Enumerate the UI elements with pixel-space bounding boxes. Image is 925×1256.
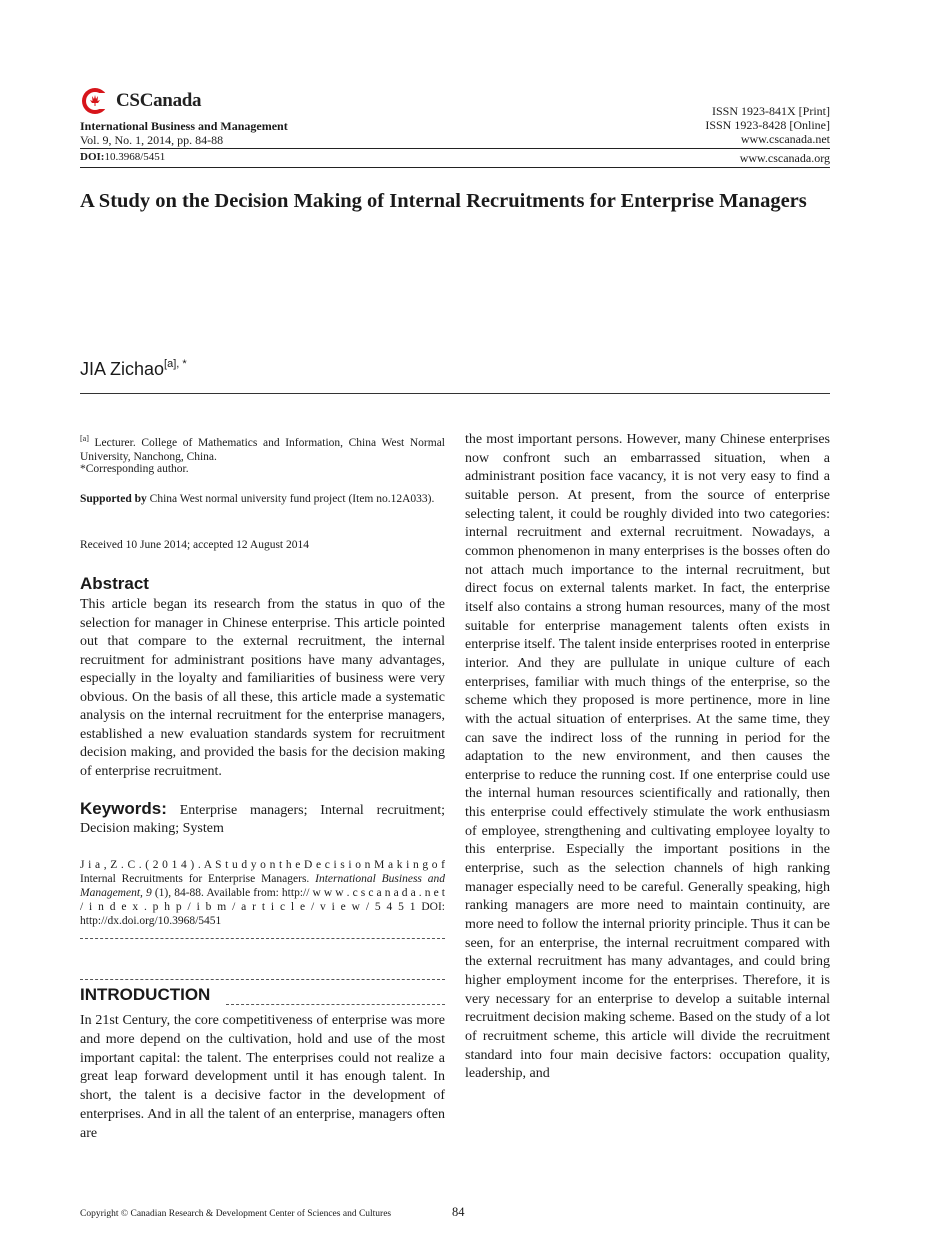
- author-rule: [80, 393, 830, 394]
- intro-divider-bottom: [226, 1004, 445, 1005]
- abstract-heading: Abstract: [80, 574, 149, 593]
- footer-copyright: Copyright © Canadian Research & Development Center of Sciences and Cultures: [80, 1209, 392, 1219]
- volume-info: Vol. 9, No. 1, 2014, pp. 84-88: [80, 133, 224, 147]
- keywords-label: Keywords:: [80, 799, 167, 818]
- doi-label: DOI:: [80, 151, 105, 163]
- doi-line: [80, 151, 165, 163]
- citation-journal: International Business and Management, 9: [80, 873, 445, 899]
- keywords: [80, 800, 445, 838]
- right-column-text: the most important persons. However, many Chinese enterprises now confront such an embarrassed situation, when a administrant position face vacancy, it is not very easy to find a suitable person. At present, from the source of enterprise selecting talent, it could be roughly divided into two categories: internal recruitment and external recruitment. Nowadays, a common phenomenon in many enterprises is the bosses often do not attach much importance to the internal recruitment, but direct focus on external talents market. In fact, the enterprise itself also contains a strong human resources, many of the most suitable for enterprise management talents often exists in enterprise itself. The talent inside enterprises rooted in enterprise interior. And they are pullulate in unique culture of each enterprises, familiar with much things of the enterprise, so the scheme which they proposed is more pertinence, more in line with the actual situation of enterprises. At the same time, they can save the indirect loss of the running in period for the adaptation to the new environment, and then causes the enterprise to reduce the running cost. If one enterprise could use the internal human resources scientifically and rationally, then this enterprise could effectively stimulate the work enthusiasm of employee, strengthening and cultivating employee loyalty to this enterprise. Especially the important positions in the enterprise, such as the selection channels of high ranking manager especially need to be careful. Generally speaking, high ranking managers are more need to maintain continuity, are more need to follow the internal priority principle. Thus it can be seen, for an enterprise, the internal recruitment compared with the external recruitment has many advantages, and could bring higher employment income for the enterprises. Therefore, it is very necessary for an enterprise to develop a suitable internal recruitment decision making scheme. Based on the study of a lot of recruitment scheme, this article will divide the recruitment standard into four main decisive factors: occupation quality, leadership, and: [465, 432, 830, 1082]
- corresponding-note: *Corresponding author.: [80, 463, 189, 475]
- affil-mark: [a]: [80, 434, 89, 443]
- keywords-text: Enterprise managers; Internal recruitment; Decision making; System: [80, 803, 445, 836]
- article-title: A Study on the Decision Making of Internal Recruitments for Enterprise Managers: [80, 190, 807, 212]
- intro-divider-top: [80, 979, 445, 980]
- page-number: 84: [452, 1205, 465, 1219]
- issn-online: ISSN 1923-8428 [Online]: [705, 118, 830, 132]
- introduction-text: In 21st Century, the core competitiveness of enterprise was more and more depend on the cultivation, hold and use of the most important capital: the talent. The enterprises could not realize a great leap forward development until it has enough talent. In short, the talent is a decisive factor in the development of enterprises. And in all the talent of an enterprise, managers often are: [80, 1013, 445, 1141]
- logo-text: CSCanada: [116, 90, 202, 111]
- citation-divider: [80, 938, 445, 939]
- header-rule-bottom: [80, 167, 830, 168]
- citation-part2[interactable]: (1), 84-88. Available from: http:// w w w . c s c a n a d a . n e t / i n d e x . p h p / i b m / a r t i c l e / v i e w / 5 4 5 1 DOI: http://dx.doi.org/10.3968/5451: [80, 887, 445, 927]
- cscanada-logo-icon: [80, 86, 114, 116]
- issn-block: [705, 104, 830, 146]
- journal-name: International Business and Management: [80, 119, 288, 133]
- author-line: [80, 358, 187, 380]
- affiliation-text: Lecturer. College of Mathematics and Information, China West Normal University, Nanchong, China.: [80, 436, 445, 463]
- abstract-text: This article began its research from the status in quo of the selection for manager in Chinese enterprise. This article pointed out that compare to the external recruitment, the internal recruitment for administrant positions have many advantages, especially in the loyalty and familiarities of business were very obvious. On the basis of all these, this article made a systematic analysis on the internal recruitment for the enterprise managers, established a new evaluation standards system for recruitment decision making, and provided the basis for the decision making of enterprise recruitment.: [80, 597, 445, 779]
- citation: [80, 858, 445, 928]
- journal-info: [80, 119, 288, 147]
- publisher-logo: [80, 86, 201, 116]
- author-name: JIA Zichao: [80, 359, 165, 379]
- journal-url-alt[interactable]: www.cscanada.org: [739, 151, 830, 165]
- funding-text: China West normal university fund project (Item no.12A033).: [146, 493, 435, 505]
- received-dates: Received 10 June 2014; accepted 12 August 2014: [80, 539, 309, 551]
- affiliation-note: [80, 432, 445, 464]
- issn-print: ISSN 1923-841X [Print]: [711, 104, 830, 118]
- doi-value[interactable]: 10.3968/5451: [104, 151, 166, 163]
- citation-part1: J i a , Z . C . ( 2 0 1 4 ) . A S t u d y o n t h e D e c i s i o n M a k i n g o f Internal Recruitments for Enterprise Managers.: [80, 859, 445, 885]
- introduction-heading: INTRODUCTION: [80, 985, 211, 1004]
- funding-note: [80, 492, 445, 506]
- journal-url[interactable]: www.cscanada.net: [740, 132, 830, 146]
- funding-label: Supported by: [80, 493, 147, 505]
- header-rule: [80, 148, 830, 149]
- author-affil-mark: [a], *: [164, 358, 187, 370]
